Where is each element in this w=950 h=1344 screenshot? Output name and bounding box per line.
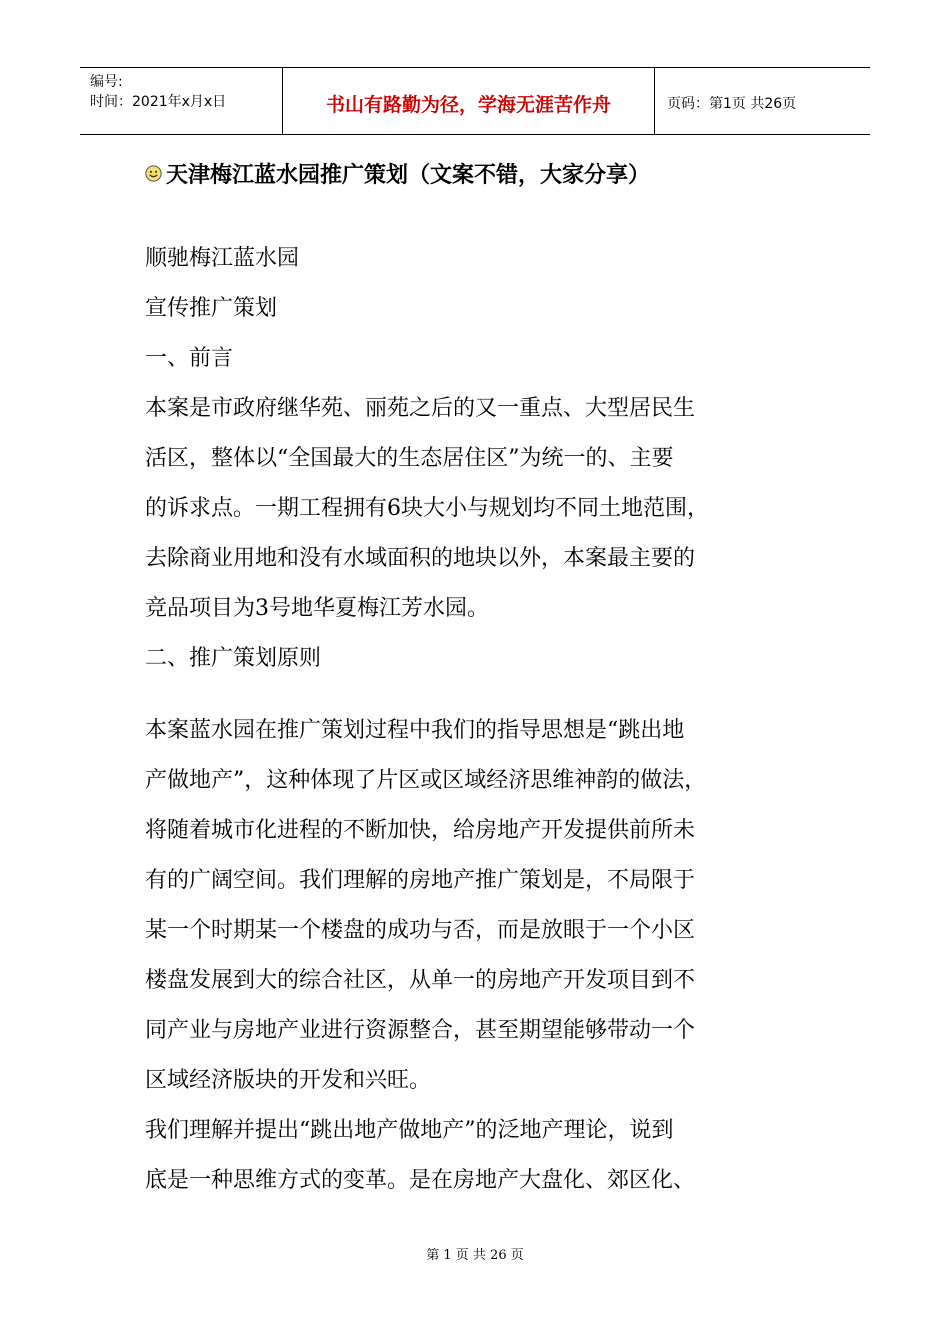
body-line: 本案是市政府继华苑、丽苑之后的又一重点、大型居民生: [145, 396, 696, 421]
body-line: 同产业与房地产业进行资源整合，甚至期望能够带动一个: [145, 1018, 696, 1043]
document-title: 天津梅江蓝水园推广策划（文案不错，大家分享）: [166, 163, 651, 188]
body-line: 活区，整体以“全国最大的生态居住区”为统一的、主要: [145, 446, 674, 471]
header-page-cell: [655, 68, 870, 134]
header-meta: [80, 68, 282, 134]
body-line: 有的广阔空间。我们理解的房地产推广策划是，不局限于: [145, 868, 696, 893]
body-line: 区域经济版块的开发和兴旺。: [145, 1068, 432, 1093]
body-line: 宣传推广策划: [145, 296, 278, 321]
footer-page-number: 第 1 页 共 26 页: [426, 1248, 524, 1263]
document-date: 时间：2021年x月x日: [90, 94, 227, 110]
smiley-icon: [145, 165, 162, 182]
body-line: 将随着城市化进程的不断加快，给房地产开发提供前所未: [145, 818, 696, 843]
document-number-label: 编号:: [90, 74, 123, 90]
body-line: 顺驰梅江蓝水园: [145, 246, 300, 271]
page-footer: [0, 1244, 950, 1263]
body-line: 本案蓝水园在推广策划过程中我们的指导思想是“跳出地: [145, 718, 685, 743]
paragraph-gap: [145, 684, 805, 706]
body-line: 我们理解并提出“跳出地产做地产”的泛地产理论，说到: [145, 1118, 674, 1143]
header-page-number: 页码：第1页 共26页: [667, 96, 797, 112]
section-heading: 一、前言: [145, 346, 234, 371]
section-heading: 二、推广策划原则: [145, 646, 322, 671]
document-title-row: [145, 158, 650, 189]
header-motto: 书山有路勤为径，学海无涯苦作舟: [325, 93, 611, 116]
body-line: 的诉求点。一期工程拥有6块大小与规划均不同土地范围，: [145, 496, 709, 521]
body-line: 产做地产”，这种体现了片区或区域经济思维神韵的做法，: [145, 768, 707, 793]
header-motto-cell: [282, 68, 655, 134]
body-line: 底是一种思维方式的变革。是在房地产大盘化、郊区化、: [145, 1168, 696, 1193]
document-body: [145, 234, 805, 1206]
body-line: 去除商业用地和没有水域面积的地块以外，本案最主要的: [145, 546, 696, 571]
body-line: 竞品项目为3号地华夏梅江芳水园。: [145, 596, 489, 621]
body-line: 楼盘发展到大的综合社区，从单一的房地产开发项目到不: [145, 968, 696, 993]
body-line: 某一个时期某一个楼盘的成功与否，而是放眼于一个小区: [145, 918, 696, 943]
page-header: [80, 67, 870, 135]
